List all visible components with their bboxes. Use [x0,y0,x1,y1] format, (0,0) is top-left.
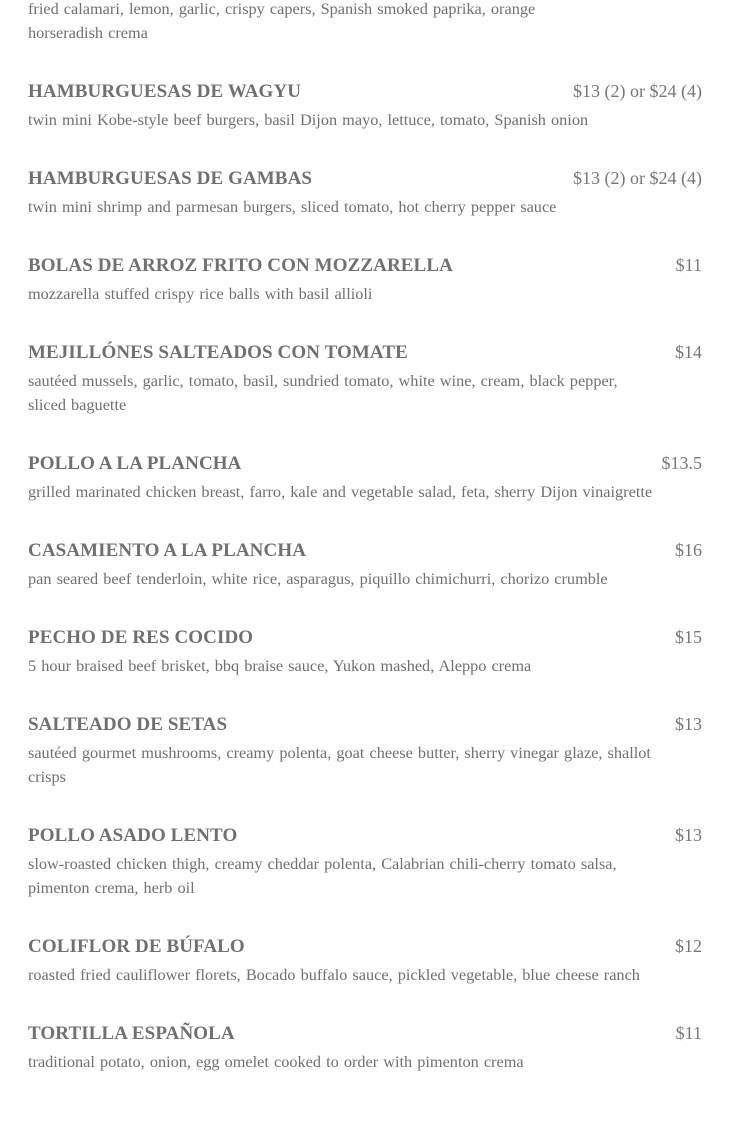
menu-item-description: pan seared beef tenderloin, white rice, asparagus, piquillo chimichurri, chorizo crumble [28,569,608,588]
menu-item-header [28,79,702,104]
menu-item-description: grilled marinated chicken breast, farro, kale and vegetable salad, feta, sherry Dijon vinaigrette [28,482,653,501]
menu-item [28,451,702,504]
menu-item-name: SALTEADO DE SETAS [28,714,228,735]
menu-item-description: roasted fried cauliflower florets, Bocado buffalo sauce, pickled vegetable, blue cheese ranch [28,965,640,984]
menu-item-description: 5 hour braised beef brisket, bbq braise sauce, Yukon mashed, Aleppo crema [28,656,532,675]
menu-item [28,934,702,987]
menu-item [28,712,702,789]
menu-item-price: $13 (2) or $24 (4) [573,81,702,101]
menu-item-header [28,340,702,365]
menu-item-header [28,823,702,848]
menu-item-name: CASAMIENTO A LA PLANCHA [28,540,307,561]
menu-item-name: COLIFLOR DE BÚFALO [28,936,245,957]
menu-item-description: twin mini shrimp and parmesan burgers, sliced tomato, hot cherry pepper sauce [28,197,557,216]
menu-item-price: $13.5 [661,453,702,473]
menu-item [28,625,702,678]
menu-item [28,1021,702,1074]
menu-item-price: $11 [675,255,702,275]
menu-item-price: $13 (2) or $24 (4) [573,168,702,188]
menu-item-description: twin mini Kobe-style beef burgers, basil Dijon mayo, lettuce, tomato, Spanish onion [28,110,589,129]
menu-item [28,823,702,900]
menu-item-description: traditional potato, onion, egg omelet cooked to order with pimenton crema [28,1052,524,1071]
menu-item-price: $13 [675,825,702,845]
menu-item-price: $15 [675,627,702,647]
menu-item-header [28,625,702,650]
menu-item-description: sautéed mussels, garlic, tomato, basil, sundried tomato, white wine, cream, black pepper, sliced baguette [28,371,618,414]
menu-item-header [28,538,702,563]
menu-item-header [28,1021,702,1046]
menu-item-header [28,451,702,476]
menu-item-name: PECHO DE RES COCIDO [28,627,254,648]
menu-item-header [28,166,702,191]
menu-item-description: sautéed gourmet mushrooms, creamy polenta, goat cheese butter, sherry vinegar glaze, shallot crisps [28,743,651,786]
menu-item-header [28,712,702,737]
menu-item-name: POLLO ASADO LENTO [28,825,238,846]
menu-item-header [28,253,702,278]
menu-item [28,166,702,219]
menu-item-name: HAMBURGUESAS DE GAMBAS [28,168,313,189]
menu-item-price: $14 [675,342,702,362]
menu-item [28,79,702,132]
menu-item [28,538,702,591]
menu-item-description: slow-roasted chicken thigh, creamy cheddar polenta, Calabrian chili-cherry tomato salsa, pimenton crema, herb oil [28,854,617,897]
menu-item-header [28,934,702,959]
menu-item-price: $12 [675,936,702,956]
menu-item-price: $16 [675,540,702,560]
menu-item [28,253,702,306]
menu-item-description: mozzarella stuffed crispy rice balls with basil allioli [28,284,373,303]
menu-item-price: $11 [675,1023,702,1043]
menu-list [28,0,702,1108]
menu-item [28,340,702,417]
menu-item-name: BOLAS DE ARROZ FRITO CON MOZZARELLA [28,255,453,276]
menu-item-name: MEJILLÓNES SALTEADOS CON TOMATE [28,342,408,363]
menu-item-name: TORTILLA ESPAÑOLA [28,1023,235,1044]
menu-item-price: $13 [675,714,702,734]
menu-item-description: fried calamari, lemon, garlic, crispy capers, Spanish smoked paprika, orange horseradish crema [28,0,536,42]
menu-item-name: HAMBURGUESAS DE WAGYU [28,81,302,102]
menu-item-name: POLLO A LA PLANCHA [28,453,242,474]
